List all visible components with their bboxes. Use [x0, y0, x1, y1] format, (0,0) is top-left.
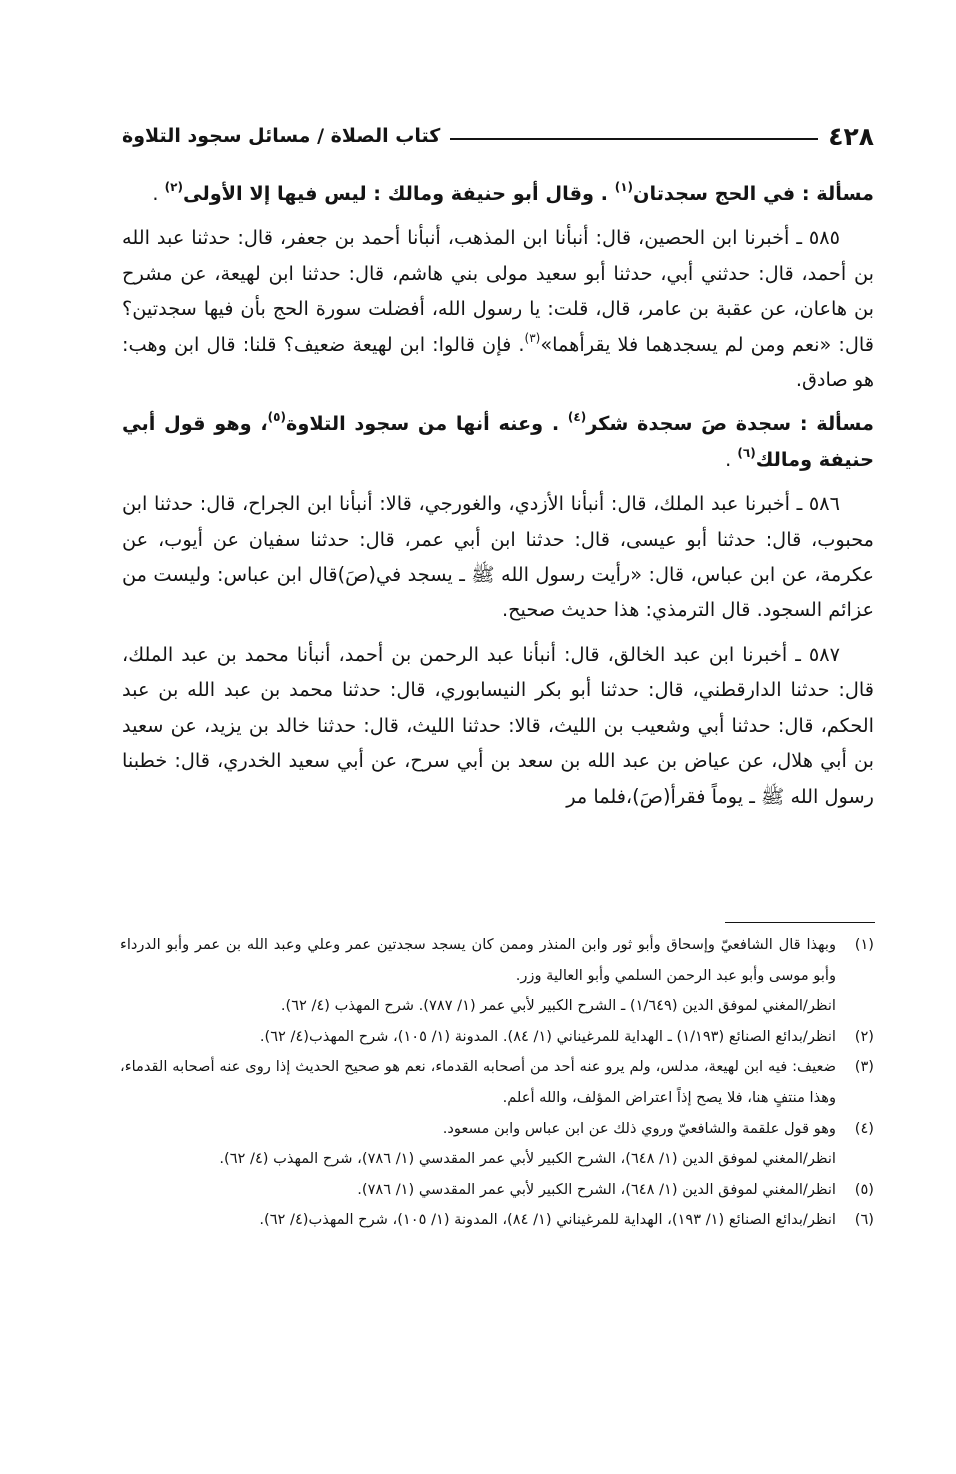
hadith-585 [122, 220, 874, 397]
masala-heading-1 [122, 176, 874, 211]
footnote-number: (٣) [854, 1058, 874, 1076]
masala-text: . [725, 447, 738, 471]
footnote-number: (٦) [854, 1211, 874, 1229]
footnote-ref: (٦) [737, 445, 756, 460]
footnote-number: (٤) [854, 1119, 874, 1137]
hadith-586 [122, 486, 874, 628]
footnote-5 [120, 1175, 874, 1206]
masala-text: مسألة : في الحج سجدتان [633, 182, 874, 205]
footnote-line: انظر/بدائع الصنائع (١/ ١٩٣)، الهداية للمرغيناني (١/ ٨٤)، المدونة (١/ ١٠٥)، شرح المهذب(٤/ ٦٢). [259, 1211, 836, 1229]
footnote-6 [120, 1205, 874, 1236]
footnote-2 [120, 1022, 874, 1053]
footnote-line: وبهذا قال الشافعيّ وإسحاق وأبو ثور وابن المنذر وممن كان يسجد سجدتين عمر وعلي وعبد الله بن عمر وأبو الدرداء وأبو موسى وأبو عبد الرحمن السلمي وأبو العالية وزر. [120, 936, 836, 984]
footnote-ref: (١) [614, 180, 633, 194]
hadith-text: ٥٨٥ ـ أخبرنا ابن الحصين، قال: أنبأنا ابن المذهب، أنبأنا أحمد بن جعفر، قال: حدثنا عبد الله بن أحمد، قال: حدثني أبي، حدثنا أبو سعيد مولى بني هاشم، قال: حدثنا ابن لهيعة، عن مشرح بن هاعان، عن عقبة بن عامر، قال، قلت: يا رسول الله، أفضلت سورة الحج بأن فيها سجدتين؟ قال: «نعم ومن لم يسجدهما فلا يقرأهما» [122, 226, 874, 356]
footnote-line: انظر/المغني لموفق الدين (١/ ٦٤٨)، الشرح الكبير لأبي عمر المقدسي (١/ ٧٨٦). [357, 1180, 836, 1198]
masala-text: . [152, 182, 165, 205]
footnote-ref: (٣) [524, 330, 541, 345]
footnote-ref: (٥) [267, 410, 286, 425]
footnote-separator [725, 922, 875, 923]
page-number: ٤٢٨ [828, 121, 874, 151]
hadith-text: ٥٨٧ ـ أخبرنا ابن عبد الخالق، قال: أنبأنا عبد الرحمن بن أحمد، أنبأنا محمد بن عبد الملك، قال: حدثنا الدارقطني، قال: حدثنا أبو بكر النيسابوري، قال: حدثنا محمد بن عبد الله بن عبد الحكم، قال: حدثنا أبي وشعيب بن الليث، قالا: حدثنا الليث، قال: حدثنا خالد بن يزيد، عن سعيد بن أبي هلال، عن عياض بن عبد الله بن سعد بن أبي سرح، عن أبي سعيد الخدري، قال: خطبنا رسول الله ﷺ ـ يوماً فقرأ(صَ)،فلما مر [122, 642, 874, 808]
footnote-line: وهو قول علقمة والشافعيّ وروي ذلك عن ابن عباس وابن مسعود. [442, 1119, 836, 1137]
footnote-line: انظر/المغني لموفق الدين (١/٦٤٩) ـ الشرح الكبير لأبي عمر (١/ ٧٨٧). شرح المهذب (٤/ ٦٢). [280, 997, 836, 1015]
header-rule [450, 138, 818, 140]
masala-text: . وقال أبو حنيفة ومالك : ليس فيها إلا الأولى [182, 182, 615, 205]
footnotes [120, 930, 874, 1236]
footnote-4 [120, 1114, 874, 1175]
footnote-number: (٢) [854, 1027, 874, 1045]
page-header [122, 116, 874, 156]
main-text [122, 176, 874, 823]
masala-text: مسألة : سجدة صَ سجدة شكر [586, 412, 874, 436]
running-title: كتاب الصلاة / مسائل سجود التلاوة [122, 125, 441, 147]
footnote-ref: (٢) [164, 180, 183, 194]
footnote-3 [120, 1052, 874, 1113]
masala-heading-2 [122, 406, 874, 477]
footnote-line: انظر/بدائع الصنائع (١/١٩٣) ـ الهداية للمرغيناني (١/ ٨٤). المدونة (١/ ١٠٥)، شرح المهذب(٤/ ٦٢). [259, 1027, 836, 1045]
footnote-number: (٥) [854, 1180, 874, 1198]
footnote-1 [120, 930, 874, 1022]
hadith-587 [122, 637, 874, 814]
hadith-text: ٥٨٦ ـ أخبرنا عبد الملك، قال: أنبأنا الأزدي، والغورجي، قالا: أنبأنا ابن الجراح، قال: حدثنا ابن محبوب، قال: حدثنا أبو عيسى، قال: حدثنا ابن أبي عمر، قال: حدثنا سفيان عن أيوب، عن عكرمة، عن ابن عباس، قال: «رأيت رسول الله ﷺ ـ يسجد في(صَ)قال ابن عباس: وليست من عزائم السجود. قال الترمذي: هذا حديث صحيح. [122, 492, 874, 622]
footnote-line: ضعيف: فيه ابن لهيعة، مدلس، ولم يرو عنه أحد من أصحابه القدماء، نعم هو صحيح الحديث إذا روى عنه أصحابه القدماء، وهذا منتفٍ هنا، فلا يصح إذاً اعتراض المؤلف، والله أعلم. [120, 1058, 836, 1106]
hadith-text: . فإن قالوا: ابن لهيعة ضعيف؟ قلنا: قال ابن وهب: هو صادق. [122, 332, 874, 392]
masala-text: ، وهو قول أبي حنيفة ومالك [122, 412, 874, 471]
footnote-number: (١) [854, 936, 874, 953]
footnote-line: انظر/المغني لموفق الدين (١/ ٦٤٨)، الشرح الكبير لأبي عمر المقدسي (١/ ٧٨٦)، شرح المهذب (٤/ ٦٢). [219, 1150, 836, 1168]
footnote-ref: (٤) [567, 410, 587, 425]
masala-text: . وعنه أنها من سجود التلاوة [285, 412, 568, 436]
